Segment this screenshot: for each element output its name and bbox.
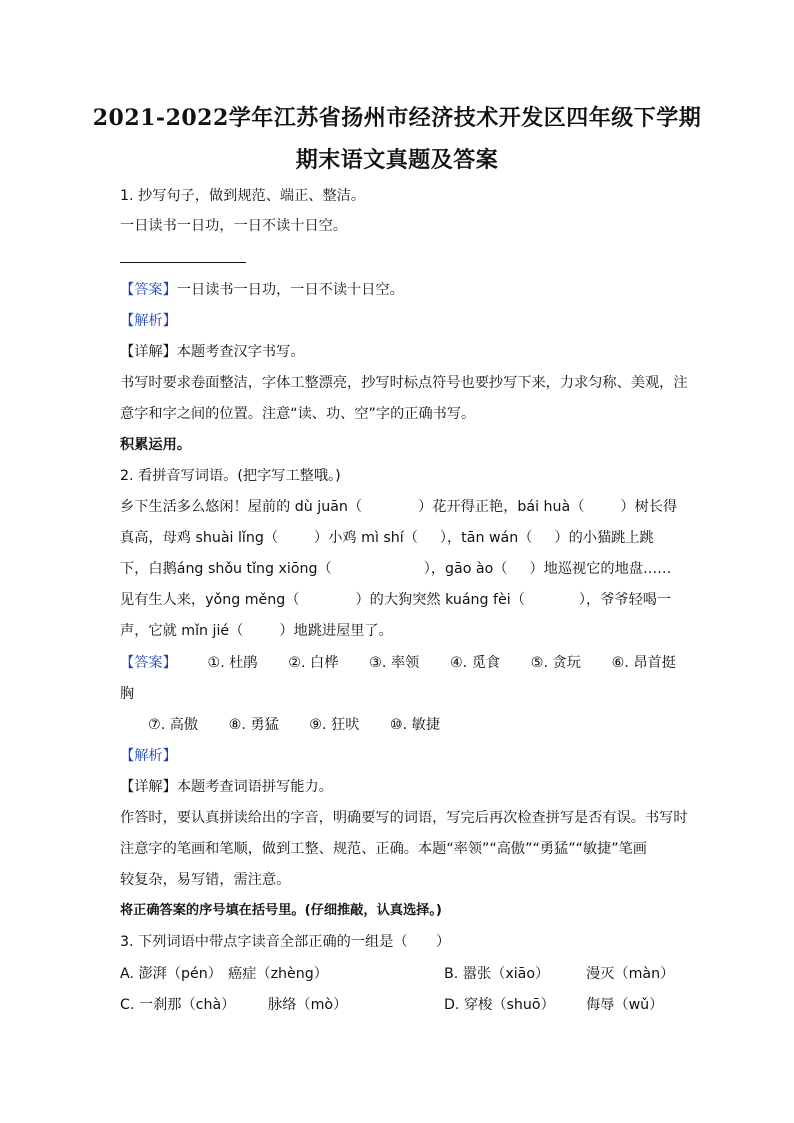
- q2-line1-seg: ）树长得: [620, 499, 678, 515]
- q2-answer-wrap: 胸: [120, 686, 135, 702]
- q2-line1-seg: 乡下生活多么悠闲！屋前的 dù juān（: [120, 499, 363, 515]
- q2-answer-4: ④. 觅食: [449, 655, 501, 671]
- section-heading-1: 积累运用。: [120, 437, 191, 453]
- q2-answer-7: ⑦. 高傲: [148, 717, 199, 733]
- doc-title-line1: 2021-2022学年江苏省扬州市经济技术开发区四年级下学期: [92, 105, 702, 131]
- q1-sentence: 一日读书一日功，一日不读十日空。: [120, 218, 348, 234]
- q2-line2: [120, 528, 676, 548]
- q2-line3: [120, 559, 676, 579]
- q2-answer-row1: [120, 653, 676, 673]
- q2-answer-8: ⑧. 勇猛: [228, 717, 279, 733]
- q3-option-a-word2[interactable]: 癌症（zhèng）: [228, 966, 328, 982]
- q2-answer-3: ③. 率领: [369, 655, 420, 671]
- doc-title-line2: 期末语文真题及答案: [295, 147, 499, 173]
- q1-detail-text: 本题考查汉字书写。: [176, 344, 305, 360]
- q3-stem: 3. 下列词语中带点字读音全部正确的一组是（ ）: [120, 934, 451, 950]
- q2-line4: [120, 590, 676, 610]
- q1-answer-line: [120, 262, 246, 263]
- q3-option-c-word1[interactable]: C. 一刹那（chà）: [120, 997, 236, 1013]
- q1-detail: [120, 342, 676, 362]
- q2-line1: [120, 497, 676, 517]
- q2-line3-seg: ）地巡视它的地盘……: [529, 561, 672, 577]
- q3-option-b-word2[interactable]: 漫灭（màn）: [586, 966, 675, 982]
- q1-explain-line2: 意字和字之间的位置。注意“读、功、空”字的正确书写。: [120, 406, 476, 422]
- q1-analysis-label: 【解析】: [120, 313, 177, 329]
- q2-line3-seg: 下，白鹅áng shǒu tǐng xiōng（: [120, 561, 332, 577]
- q2-answer-2: ②. 白桦: [288, 655, 339, 671]
- q3-option-a-word1[interactable]: A. 澎湃（pén）: [120, 966, 222, 982]
- answer-label: 【答案】: [120, 282, 177, 298]
- q3-option-d-word1[interactable]: D. 穿梭（shuō）: [444, 997, 555, 1013]
- q3-option-c-word2[interactable]: 脉络（mò）: [268, 997, 348, 1013]
- detail-label: 【详解】: [120, 344, 177, 360]
- q2-line2-seg: ）小鸡 mì shí（: [314, 530, 418, 546]
- q2-explain-line1: 作答时，要认真拼读给出的字音，明确要写的词语，写完后再次检查拼写是否有误。书写时: [120, 810, 688, 826]
- q2-explain-line2: 注意字的笔画和笔顺，做到工整、规范、正确。本题“率领”“高傲”“勇猛”“敏捷”笔画: [120, 841, 647, 857]
- q2-line5: [120, 621, 676, 641]
- q2-answer-9: ⑨. 狂吠: [309, 717, 360, 733]
- q3-option-b-word1[interactable]: B. 嚣张（xiāo）: [444, 966, 550, 982]
- q2-line3-seg: ），gāo ào（: [423, 561, 508, 577]
- q2-explain-line3: 较复杂，易写错，需注意。: [120, 872, 291, 888]
- q1-answer: [120, 280, 676, 300]
- q1-answer-text: 一日读书一日功，一日不读十日空。: [176, 282, 404, 298]
- q3-option-d-word2[interactable]: 侮辱（wǔ）: [586, 997, 664, 1013]
- q1-stem: 1. 抄写句子，做到规范、端正、整洁。: [120, 188, 366, 204]
- q2-detail: [120, 777, 676, 797]
- q2-line4-seg: 见有生人来，yǒng měng（: [120, 592, 300, 608]
- q2-answer-6: ⑥. 昂首挺: [611, 655, 676, 671]
- detail-label: 【详解】: [120, 779, 177, 795]
- q2-line5-seg: ）地跳进屋里了。: [279, 623, 393, 639]
- answer-label: 【答案】: [120, 655, 177, 671]
- section-heading-2: 将正确答案的序号填在括号里。(仔细推敲，认真选择。): [120, 903, 442, 918]
- q2-answer-5: ⑤. 贪玩: [530, 655, 581, 671]
- q2-line2-seg: ），tān wán（: [439, 530, 533, 546]
- q2-line2-seg: 真高，母鸡 shuài lǐng（: [120, 530, 279, 546]
- q1-explain-line1: 书写时要求卷面整洁，字体工整漂亮，抄写时标点符号也要抄写下来，力求匀称、美观，注: [120, 375, 688, 391]
- q2-line4-seg: ），爷爷轻喝一: [578, 592, 672, 608]
- q2-line2-seg: ）的小猫跳上跳: [554, 530, 654, 546]
- q2-answer-10: ⑩. 敏捷: [389, 717, 441, 733]
- q2-answer-1: ①. 杜鹃: [207, 655, 258, 671]
- q2-line1-seg: ）花开得正艳，bái huà（: [418, 499, 585, 515]
- q2-answer-row2: [148, 715, 466, 735]
- q2-analysis-label: 【解析】: [120, 748, 177, 764]
- q2-line5-seg: 声，它就 mǐn jié（: [120, 623, 244, 639]
- q2-stem: 2. 看拼音写词语。(把字写工整哦。): [120, 468, 341, 484]
- q2-line4-seg: ）的大狗突然 kuáng fèi（: [355, 592, 525, 608]
- q2-detail-text: 本题考查词语拼写能力。: [176, 779, 333, 795]
